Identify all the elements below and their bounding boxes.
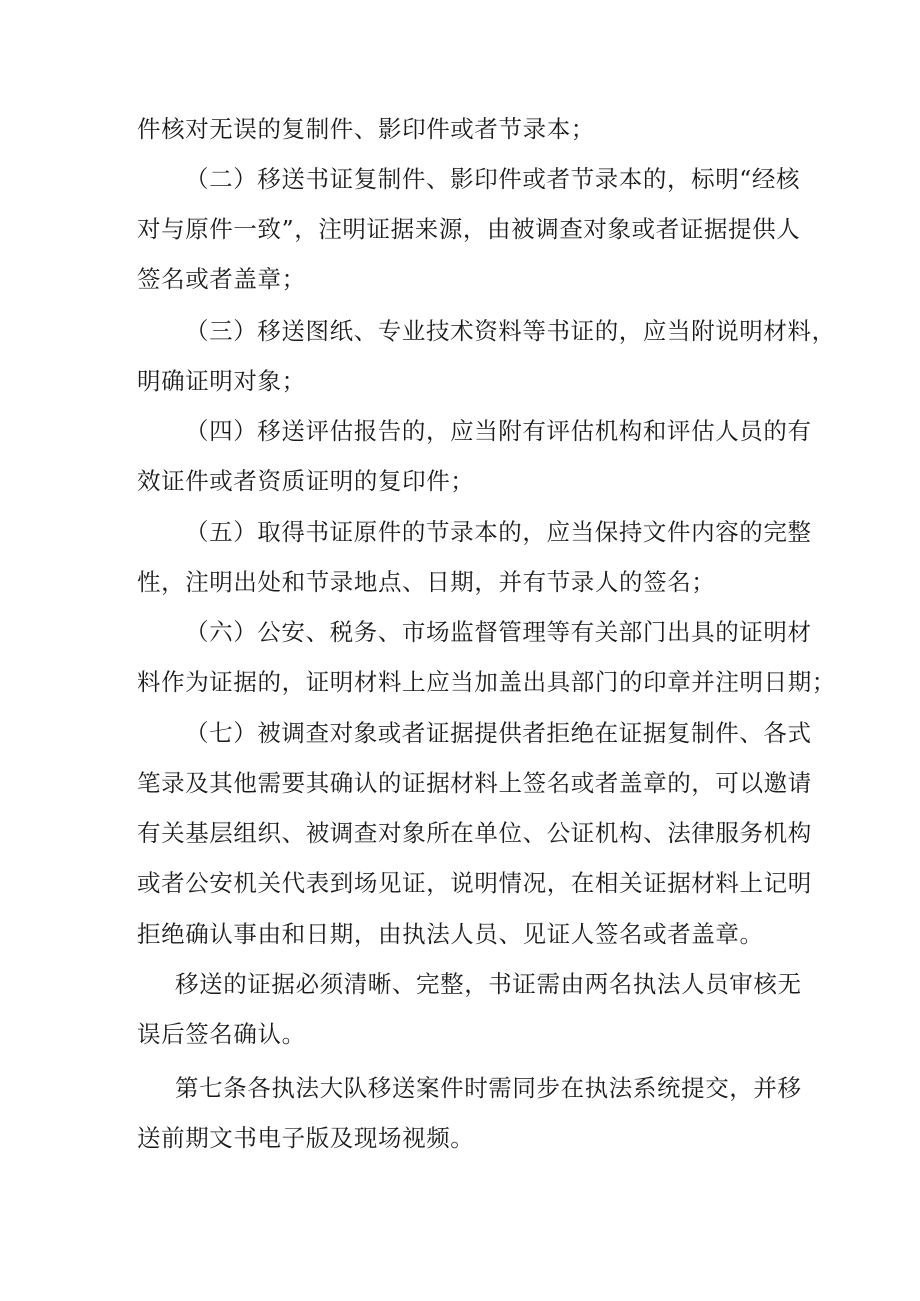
text-line: 对与原件一致”，注明证据来源，由被调查对象或者证据提供人 [137,215,801,243]
text-line: 拒绝确认事由和日期，由执法人员、见证人签名或者盖章。 [137,920,764,948]
text-line: 性，注明出处和节录地点、日期，并有节录人的签名； [137,568,716,596]
text-line: 料作为证据的，证明材料上应当加盖出具部门的印章并注明日期； [137,668,836,696]
text-line: 件核对无误的复制件、影印件或者节录本； [137,115,595,143]
text-line: （三）移送图纸、专业技术资料等书证的，应当附说明材料， [185,317,836,345]
text-line: 或者公安机关代表到场见证，说明情况，在相关证据材料上记明 [137,869,812,897]
text-line: 有关基层组织、被调查对象所在单位、公证机构、法律服务机构 [137,819,812,847]
text-line: （五）取得书证原件的节录本的，应当保持文件内容的完整 [185,518,812,546]
text-line: 误后签名确认。 [137,1020,306,1048]
text-line: 明确证明对象； [137,367,306,395]
text-line: 笔录及其他需要其确认的证据材料上签名或者盖章的，可以邀请 [137,769,812,797]
text-line: （六）公安、税务、市场监督管理等有关部门出具的证明材 [185,618,812,646]
text-line: （二）移送书证复制件、影印件或者节录本的，标明“经核 [185,165,801,193]
text-line: （七）被调查对象或者证据提供者拒绝在证据复制件、各式 [185,719,812,747]
text-line: 第七条各执法大队移送案件时需同步在执法系统提交，并移 [175,1074,802,1102]
text-line: 移送的证据必须清晰、完整，书证需由两名执法人员审核无 [175,970,802,998]
text-line: 送前期文书电子版及现场视频。 [137,1124,475,1152]
text-line: 签名或者盖章； [137,265,306,293]
text-line: （四）移送评估报告的，应当附有评估机构和评估人员的有 [185,417,812,445]
text-line: 效证件或者资质证明的复印件； [137,467,475,495]
